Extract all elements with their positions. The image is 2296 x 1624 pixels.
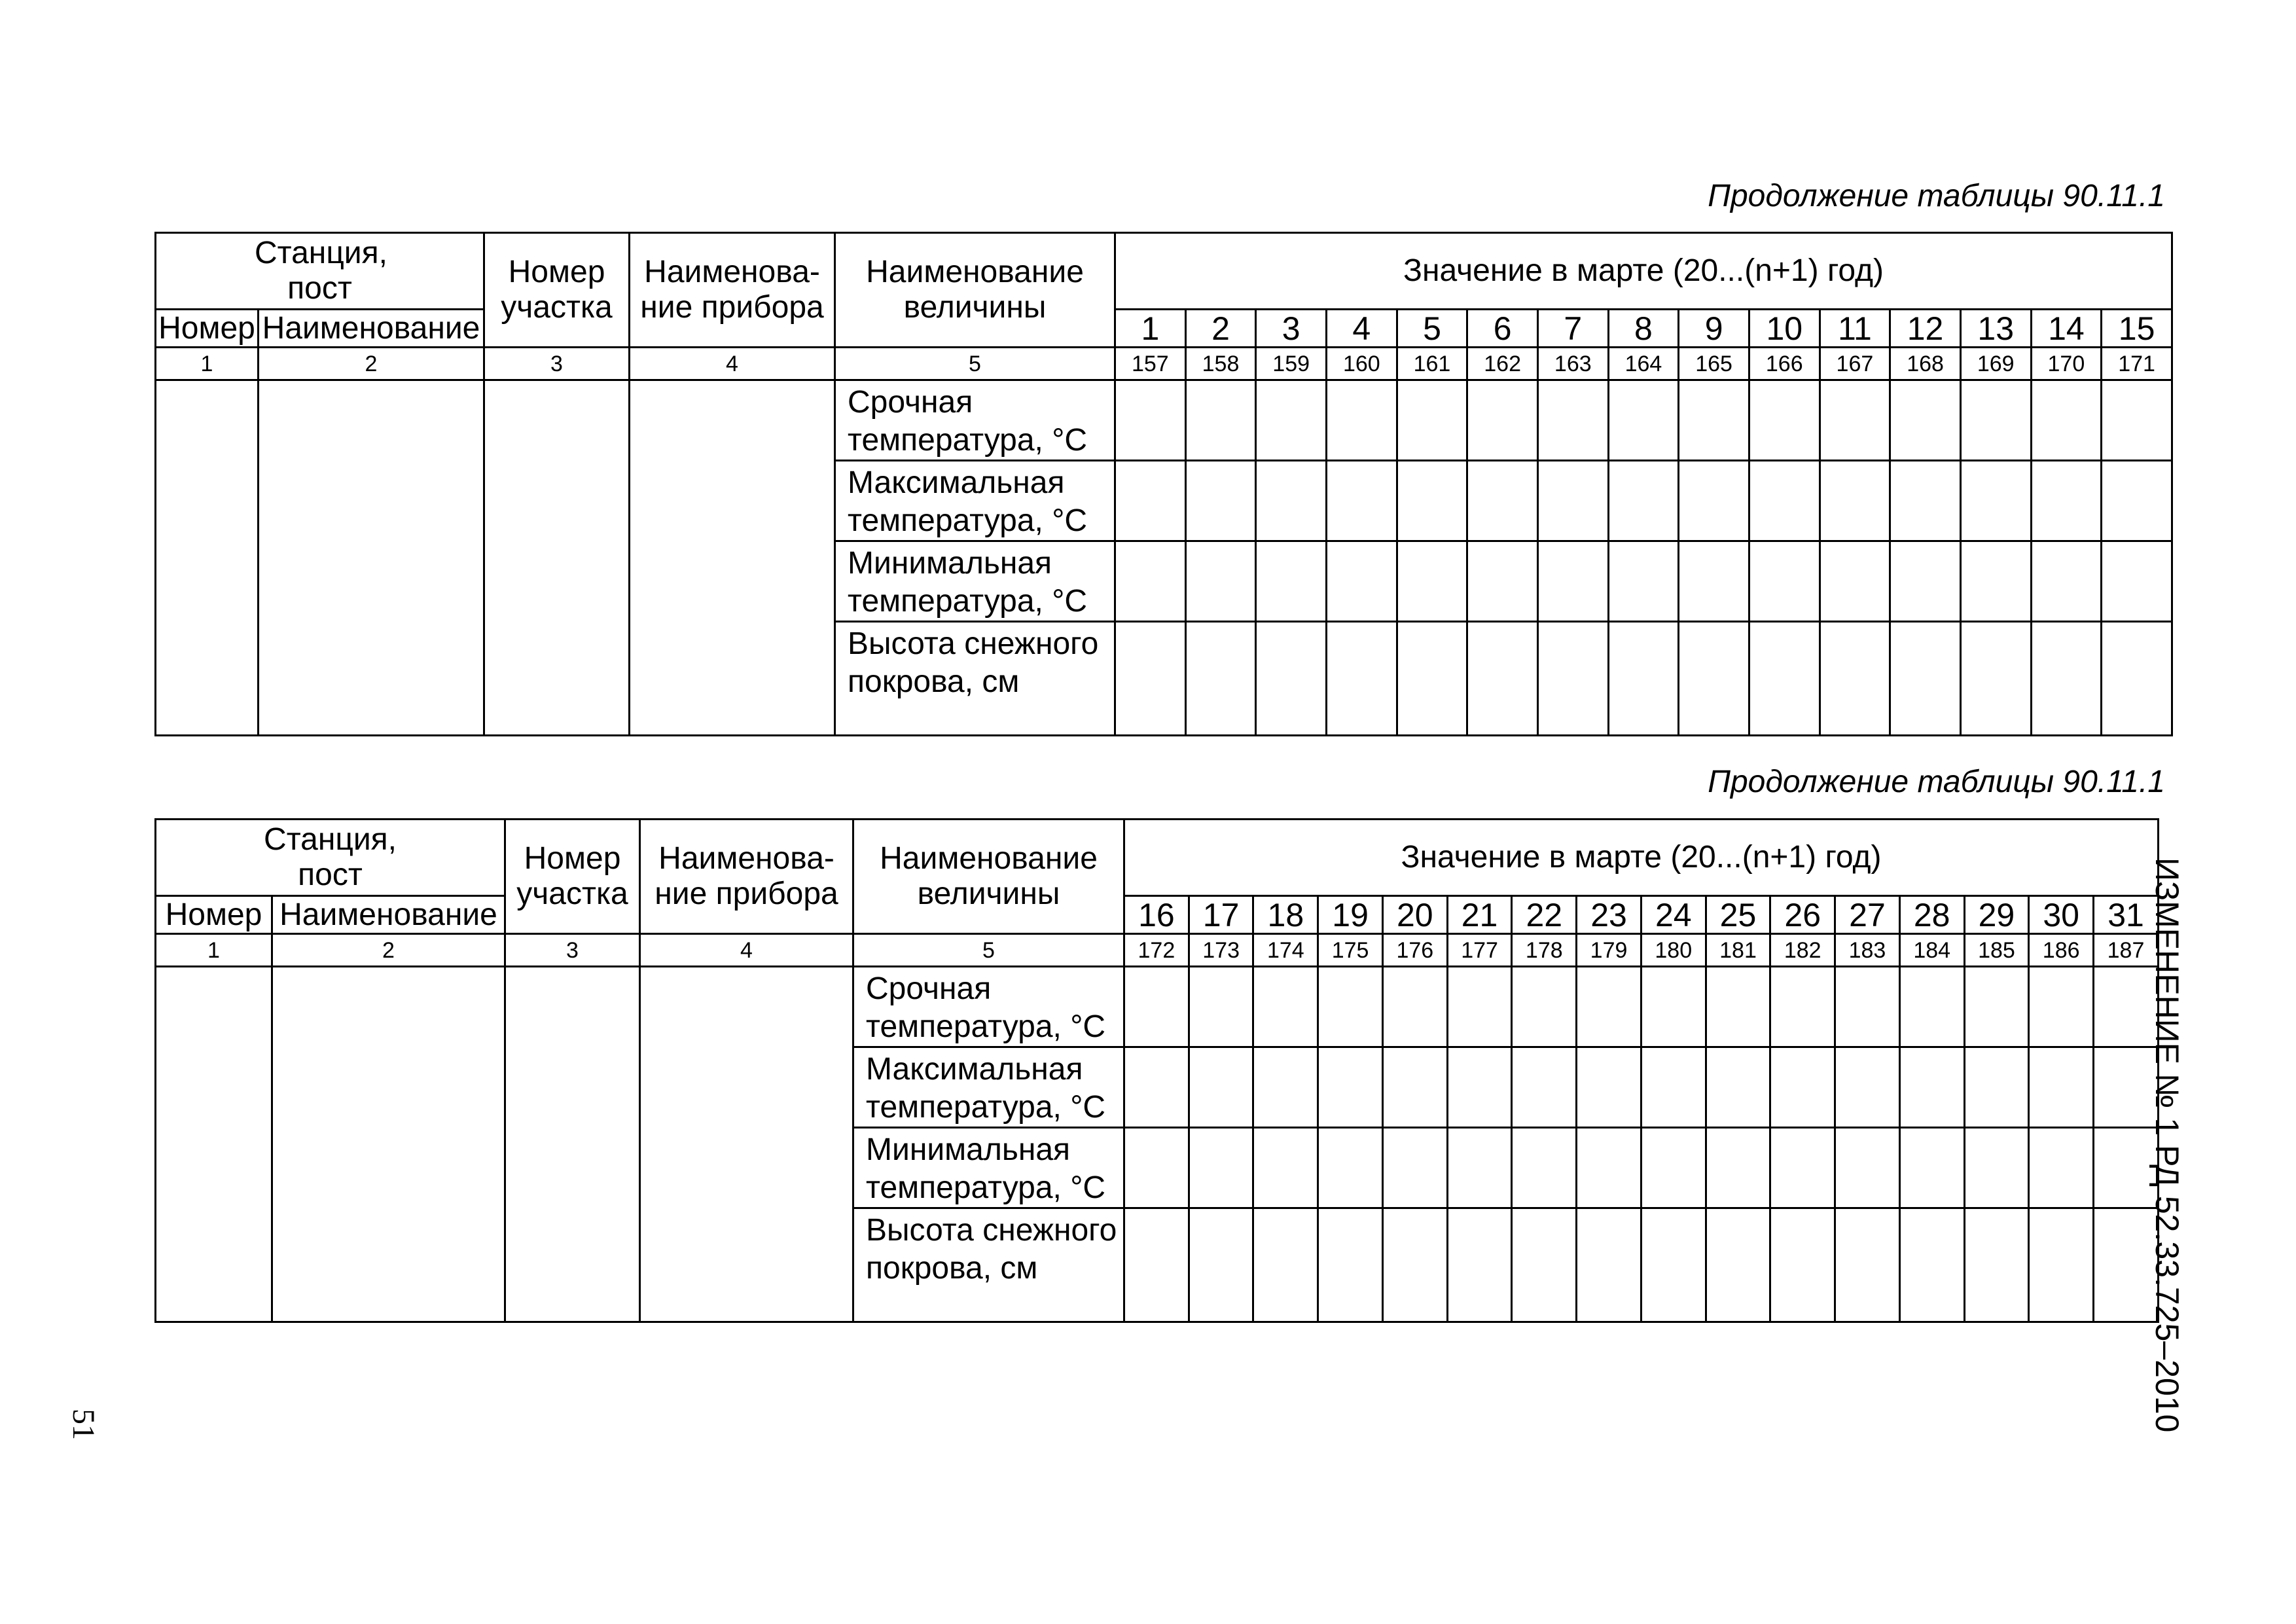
value-cell (1964, 1208, 2029, 1322)
value-cell (1467, 461, 1538, 541)
value-cell (1253, 967, 1318, 1047)
value-cell (1382, 967, 1447, 1047)
value-cell (1706, 967, 1770, 1047)
empty-cell (484, 380, 630, 736)
value-cell (1124, 1208, 1189, 1322)
column-number: 1 (156, 934, 272, 967)
value-cell (1706, 1128, 1770, 1208)
value-cell (1256, 622, 1327, 736)
value-cell (1326, 541, 1397, 622)
value-cell (1189, 1208, 1253, 1322)
day-header: 17 (1189, 896, 1253, 934)
value-column-number: 179 (1577, 934, 1641, 967)
value-cell (1447, 1047, 1512, 1128)
value-cell (1964, 967, 2029, 1047)
value-cell (1608, 541, 1679, 622)
value-cell (1749, 622, 1820, 736)
day-header: 26 (1770, 896, 1835, 934)
value-column-number: 180 (1641, 934, 1706, 967)
day-header: 12 (1890, 310, 1961, 348)
quantity-label: Минимальная температура, °С (835, 541, 1115, 622)
value-cell (1890, 622, 1961, 736)
value-cell (1326, 461, 1397, 541)
value-cell (1512, 1208, 1577, 1322)
value-cell (1890, 461, 1961, 541)
day-header: 5 (1397, 310, 1467, 348)
station-post-header: Станция, пост (156, 233, 484, 310)
value-cell (2029, 1047, 2094, 1128)
value-cell (1679, 380, 1749, 461)
value-cell (1318, 967, 1383, 1047)
value-cell (1467, 622, 1538, 736)
station-number-header: Номер (156, 896, 272, 934)
value-cell (1189, 1047, 1253, 1128)
value-cell (1608, 461, 1679, 541)
value-cell (1770, 1047, 1835, 1128)
value-cell (1960, 622, 2031, 736)
day-header: 18 (1253, 896, 1318, 934)
value-cell (1382, 1047, 1447, 1128)
quantity-label: Минимальная температура, °С (853, 1128, 1124, 1208)
plot-number-header: Номер участка (484, 233, 630, 348)
value-cell (1835, 1128, 1900, 1208)
value-column-number: 170 (2031, 348, 2102, 380)
empty-cell (505, 967, 640, 1322)
quantity-label: Максимальная температура, °С (853, 1047, 1124, 1128)
quantity-label: Срочная температура, °С (853, 967, 1124, 1047)
value-cell (1256, 461, 1327, 541)
day-header: 21 (1447, 896, 1512, 934)
value-cell (1447, 1208, 1512, 1322)
value-cell (1326, 622, 1397, 736)
column-number: 3 (484, 348, 630, 380)
value-cell (1960, 380, 2031, 461)
empty-cell (259, 380, 484, 736)
day-header: 28 (1899, 896, 1964, 934)
value-column-number: 172 (1124, 934, 1189, 967)
value-cell (1960, 461, 2031, 541)
data-table (154, 232, 2173, 736)
value-cell (1124, 1128, 1189, 1208)
day-header: 11 (1820, 310, 1890, 348)
value-column-number: 181 (1706, 934, 1770, 967)
value-cell (1577, 1208, 1641, 1322)
value-cell (1124, 1047, 1189, 1128)
value-cell (1835, 1047, 1900, 1128)
day-header: 25 (1706, 896, 1770, 934)
value-cell (1608, 622, 1679, 736)
value-cell (1641, 967, 1706, 1047)
station-name-header: Наименование (259, 310, 484, 348)
value-cell (1577, 967, 1641, 1047)
value-cell (1115, 622, 1186, 736)
day-header: 10 (1749, 310, 1820, 348)
table-caption: Продолжение таблицы 90.11.1 (1708, 179, 2165, 213)
day-header: 1 (1115, 310, 1186, 348)
value-cell (1467, 541, 1538, 622)
empty-cell (156, 380, 259, 736)
empty-cell (156, 967, 272, 1322)
value-column-number: 162 (1467, 348, 1538, 380)
day-header: 29 (1964, 896, 2029, 934)
value-column-number: 169 (1960, 348, 2031, 380)
value-cell (1253, 1047, 1318, 1128)
value-cell (1115, 380, 1186, 461)
value-cell (1447, 967, 1512, 1047)
value-column-number: 159 (1256, 348, 1327, 380)
quantity-label: Срочная температура, °С (835, 380, 1115, 461)
value-column-number: 168 (1890, 348, 1961, 380)
device-name-header: Наименова-ние прибора (630, 233, 835, 348)
table-caption: Продолжение таблицы 90.11.1 (1708, 765, 2165, 799)
value-cell (1899, 1208, 1964, 1322)
day-header: 9 (1679, 310, 1749, 348)
value-cell (1770, 967, 1835, 1047)
day-header: 6 (1467, 310, 1538, 348)
value-cell (1115, 541, 1186, 622)
value-cell (2031, 380, 2102, 461)
value-column-number: 173 (1189, 934, 1253, 967)
value-column-number: 166 (1749, 348, 1820, 380)
value-cell (2029, 1128, 2094, 1208)
value-column-number: 158 (1185, 348, 1256, 380)
value-cell (1467, 380, 1538, 461)
value-column-number: 164 (1608, 348, 1679, 380)
value-column-number: 175 (1318, 934, 1383, 967)
value-column-number: 186 (2029, 934, 2094, 967)
empty-cell (630, 380, 835, 736)
day-header: 30 (2029, 896, 2094, 934)
plot-number-header: Номер участка (505, 820, 640, 934)
value-cell (1706, 1047, 1770, 1128)
empty-cell (272, 967, 505, 1322)
value-cell (1899, 967, 1964, 1047)
station-post-header: Станция, пост (156, 820, 505, 896)
value-cell (1185, 380, 1256, 461)
value-cell (1318, 1128, 1383, 1208)
value-cell (1964, 1128, 2029, 1208)
quantity-label: Высота снежного покрова, см (853, 1208, 1124, 1322)
value-column-number: 171 (2102, 348, 2172, 380)
value-cell (2102, 461, 2172, 541)
day-header: 23 (1577, 896, 1641, 934)
value-cell (1397, 380, 1467, 461)
value-cell (1537, 380, 1608, 461)
value-cell (1326, 380, 1397, 461)
value-cell (2102, 541, 2172, 622)
station-name-header: Наименование (272, 896, 505, 934)
value-cell (1185, 622, 1256, 736)
value-cell (2031, 461, 2102, 541)
value-cell (1397, 622, 1467, 736)
value-cell (1749, 380, 1820, 461)
value-column-number: 184 (1899, 934, 1964, 967)
quantity-name-header: Наименование величины (835, 233, 1115, 348)
value-cell (1960, 541, 2031, 622)
value-cell (1537, 622, 1608, 736)
value-column-number: 185 (1964, 934, 2029, 967)
value-column-number: 160 (1326, 348, 1397, 380)
day-header: 16 (1124, 896, 1189, 934)
value-cell (1641, 1208, 1706, 1322)
column-number: 3 (505, 934, 640, 967)
value-cell (1185, 461, 1256, 541)
value-cell (1382, 1128, 1447, 1208)
day-header: 15 (2102, 310, 2172, 348)
value-cell (1512, 1128, 1577, 1208)
value-cell (1537, 461, 1608, 541)
value-cell (2031, 541, 2102, 622)
value-cell (1318, 1047, 1383, 1128)
value-cell (2102, 380, 2172, 461)
station-number-header: Номер (156, 310, 259, 348)
value-cell (1253, 1128, 1318, 1208)
day-header: 8 (1608, 310, 1679, 348)
value-cell (1679, 622, 1749, 736)
day-header: 31 (2094, 896, 2159, 934)
value-cell (1679, 541, 1749, 622)
value-column-number: 157 (1115, 348, 1186, 380)
column-number: 4 (640, 934, 853, 967)
value-cell (1537, 541, 1608, 622)
column-number: 2 (259, 348, 484, 380)
day-header: 13 (1960, 310, 2031, 348)
value-column-number: 183 (1835, 934, 1900, 967)
value-group-header: Значение в марте (20...(n+1) год) (1124, 820, 2159, 896)
day-header: 2 (1185, 310, 1256, 348)
day-header: 27 (1835, 896, 1900, 934)
value-cell (1890, 380, 1961, 461)
value-column-number: 165 (1679, 348, 1749, 380)
value-cell (1512, 967, 1577, 1047)
value-column-number: 182 (1770, 934, 1835, 967)
column-number: 1 (156, 348, 259, 380)
value-cell (1749, 461, 1820, 541)
value-cell (1577, 1047, 1641, 1128)
data-table (154, 818, 2159, 1323)
value-cell (1256, 541, 1327, 622)
value-column-number: 176 (1382, 934, 1447, 967)
value-cell (2102, 622, 2172, 736)
value-cell (1253, 1208, 1318, 1322)
day-header: 22 (1512, 896, 1577, 934)
column-number: 4 (630, 348, 835, 380)
value-cell (1820, 461, 1890, 541)
value-cell (1397, 461, 1467, 541)
value-cell (1189, 967, 1253, 1047)
value-column-number: 174 (1253, 934, 1318, 967)
value-cell (2029, 1208, 2094, 1322)
column-number: 2 (272, 934, 505, 967)
page-number: 51 (66, 1409, 101, 1440)
value-cell (1820, 380, 1890, 461)
empty-cell (640, 967, 853, 1322)
value-cell (1899, 1128, 1964, 1208)
value-column-number: 177 (1447, 934, 1512, 967)
value-cell (1577, 1128, 1641, 1208)
value-group-header: Значение в марте (20...(n+1) год) (1115, 233, 2172, 310)
value-column-number: 167 (1820, 348, 1890, 380)
value-cell (1706, 1208, 1770, 1322)
day-header: 14 (2031, 310, 2102, 348)
document-title-vertical: ИЗМЕНЕНИЕ № 1 РД 52.33.725–2010 (2149, 857, 2185, 1433)
value-cell (1835, 967, 1900, 1047)
quantity-label: Максимальная температура, °С (835, 461, 1115, 541)
day-header: 20 (1382, 896, 1447, 934)
value-column-number: 161 (1397, 348, 1467, 380)
value-cell (1397, 541, 1467, 622)
value-cell (1382, 1208, 1447, 1322)
value-cell (1820, 541, 1890, 622)
value-cell (1318, 1208, 1383, 1322)
day-header: 3 (1256, 310, 1327, 348)
value-cell (1770, 1128, 1835, 1208)
value-cell (1679, 461, 1749, 541)
value-cell (1641, 1047, 1706, 1128)
value-column-number: 187 (2094, 934, 2159, 967)
value-cell (1820, 622, 1890, 736)
value-column-number: 163 (1537, 348, 1608, 380)
value-column-number: 178 (1512, 934, 1577, 967)
column-number: 5 (853, 934, 1124, 967)
value-cell (1835, 1208, 1900, 1322)
value-cell (1115, 461, 1186, 541)
value-cell (1185, 541, 1256, 622)
value-cell (1964, 1047, 2029, 1128)
column-number: 5 (835, 348, 1115, 380)
value-cell (1641, 1128, 1706, 1208)
value-cell (2031, 622, 2102, 736)
day-header: 19 (1318, 896, 1383, 934)
day-header: 7 (1537, 310, 1608, 348)
value-cell (1447, 1128, 1512, 1208)
quantity-name-header: Наименование величины (853, 820, 1124, 934)
value-cell (1256, 380, 1327, 461)
value-cell (1899, 1047, 1964, 1128)
value-cell (1749, 541, 1820, 622)
value-cell (2029, 967, 2094, 1047)
quantity-label: Высота снежного покрова, см (835, 622, 1115, 736)
value-cell (1770, 1208, 1835, 1322)
device-name-header: Наименова-ние прибора (640, 820, 853, 934)
day-header: 4 (1326, 310, 1397, 348)
value-cell (1608, 380, 1679, 461)
value-cell (1189, 1128, 1253, 1208)
value-cell (1512, 1047, 1577, 1128)
day-header: 24 (1641, 896, 1706, 934)
value-cell (1890, 541, 1961, 622)
value-cell (1124, 967, 1189, 1047)
